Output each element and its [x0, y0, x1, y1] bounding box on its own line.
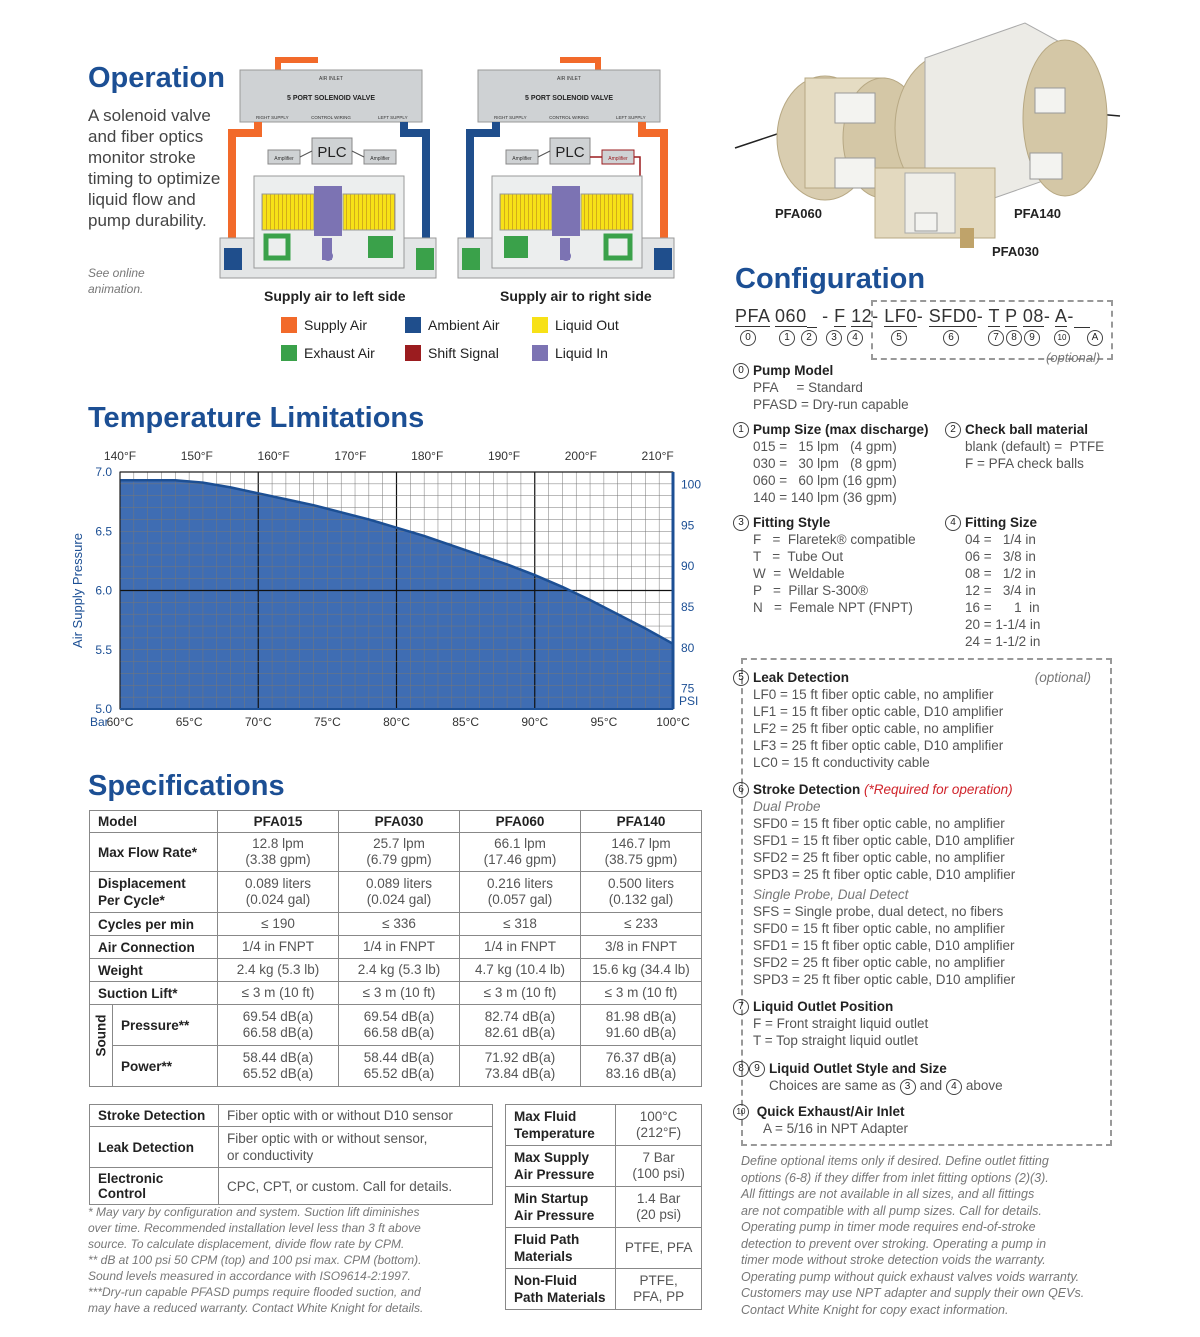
y-right-tick-label: 80 — [681, 640, 695, 655]
feature-table — [89, 1104, 493, 1205]
table-cell: 146.7 lpm (38.75 gpm) — [581, 833, 702, 872]
table-row — [90, 959, 702, 982]
x-tick-label: 85°C — [452, 715, 480, 729]
sound-label-cell — [90, 1005, 113, 1087]
table-cell: ≤ 190 — [218, 913, 339, 936]
valve-label: 5 PORT SOLENOID VALVE — [524, 95, 614, 102]
left-supply-label: LEFT SUPPLY — [378, 115, 408, 120]
y-tick-label: 6.0 — [95, 583, 112, 598]
table-row — [506, 1228, 702, 1269]
legend-swatch — [281, 317, 297, 333]
table-cell: 100°C (212°F) — [616, 1105, 702, 1146]
valve-label: 5 PORT SOLENOID VALVE — [286, 95, 376, 102]
table-cell: 82.74 dB(a) 82.61 dB(a) — [460, 1005, 581, 1046]
y-right-tick-label: 75 — [681, 681, 695, 696]
table-cell: ≤ 3 m (10 ft) — [581, 982, 702, 1005]
operation-title: Operation — [88, 62, 225, 94]
pump-label-pfa030: PFA030 — [992, 244, 1039, 259]
config-notes: Define optional items only if desired. Define outlet fitting options (6-8) if they differ from inlet fitting options (2)(3). All fittings are not available in all sizes, and all fittings are not compatible with all pump sizes. Call for details. Operating pump in timer mode requires end-of-stroke detection to prevent over stroking. Operating a pump in timer mode without stroke detection voids the warranty. Operating pump without quick exhaust valves voids warranty. Customers may use NPT adapter and supply their own QEVs. Contact White Knight for copy exact information. — [741, 1154, 1085, 1317]
x-tick-label: 80°C — [383, 715, 410, 729]
air-inlet-label: AIR INLET — [557, 76, 581, 82]
config-stroke-detection: 6 Stroke Detection (*Required for operation) Dual Probe SFD0 = 15 ft fiber optic cable, no amplifier SFD1 = 15 ft fiber optic cable, D10 amplifier SFD2 = 25 ft fiber optic cable, no amplifier SPD3 = 25 ft fiber optic cable, D10 amplifier Single Probe, Dual Detect SFS = Single probe, dual detect, no fibers SFD0 = 15 ft fiber optic cable, no amplifier SFD1 = 15 ft fiber optic cable, D10 amplifier SFD2 = 25 ft fiber optic cable, no amplifier SPD3 = 25 ft fiber optic cable, D10 amplifier — [733, 781, 1103, 988]
config-fitting-style: 3 Fitting Style F = Flaretek® compatible T = Tube Out W = Weldable P = Pillar S-300® N = Female NPT (FNPT) — [733, 514, 916, 616]
pump-label-pfa060: PFA060 — [775, 206, 822, 221]
diagram-left-caption: Supply air to left side — [264, 288, 406, 304]
air-inlet-label: AIR INLET — [319, 76, 343, 82]
table-cell: 1/4 in FNPT — [460, 936, 581, 959]
row-label: Power** — [113, 1046, 218, 1087]
config-leak-detection: 5 Leak Detection (optional) LF0 = 15 ft fiber optic cable, no amplifier LF1 = 15 ft fiber optic cable, D10 amplifier LF2 = 25 ft fiber optic cable, no amplifier LF3 = 25 ft fiber optic cable, D10 amplifier LC0 = 15 ft conductivity cable — [733, 669, 1103, 771]
y-right-tick-label: 90 — [681, 559, 695, 574]
legend-item: Supply Air — [281, 317, 367, 333]
table-cell: ≤ 3 m (10 ft) — [218, 982, 339, 1005]
x-tick-label: 70°C — [244, 715, 272, 729]
x-tick-label: 90°C — [521, 715, 549, 729]
legend-swatch — [281, 345, 297, 361]
temperature-chart — [68, 436, 702, 736]
table-row — [90, 1127, 493, 1168]
table-cell: ≤ 336 — [339, 913, 460, 936]
y-right-tick-label: 100 — [681, 477, 702, 492]
table-cell: 0.500 liters (0.132 gal) — [581, 872, 702, 913]
row-label: Air Connection — [90, 936, 218, 959]
table-cell: 2.4 kg (5.3 lb) — [339, 959, 460, 982]
x-tick-label: 60°C — [106, 715, 134, 729]
row-label: Fluid Path Materials — [506, 1228, 616, 1269]
table-row — [90, 1105, 493, 1127]
legend-item: Ambient Air — [405, 317, 500, 333]
config-code: PFA 060 - F 12- LF0- SFD0- T P 08- A- — [735, 306, 1090, 328]
table-cell: 12.8 lpm (3.38 gpm) — [218, 833, 339, 872]
row-label: Pressure** — [113, 1005, 218, 1046]
spec-header-row — [90, 811, 702, 833]
configuration-title: Configuration — [735, 263, 926, 295]
x-tick-label: 75°C — [313, 715, 341, 729]
x-top-tick-label: 160°F — [257, 449, 290, 463]
x-top-tick-label: 180°F — [411, 449, 444, 463]
header-cell: PFA030 — [339, 811, 460, 833]
table-row — [90, 1168, 493, 1205]
config-fitting-size: 4 Fitting Size 04 = 1/4 in 06 = 3/8 in 08 = 1/2 in 12 = 3/4 in 16 = 1 in 20 = 1-1/4 in 24 = 1-1/2 in — [945, 514, 1040, 650]
table-cell: 0.216 liters (0.057 gal) — [460, 872, 581, 913]
table-cell: 15.6 kg (34.4 lb) — [581, 959, 702, 982]
table-cell: PTFE, PFA — [616, 1228, 702, 1269]
right-supply-label: RIGHT SUPPLY — [494, 115, 527, 120]
row-label: Electronic Control — [90, 1168, 219, 1205]
y-tick-label: 5.5 — [95, 642, 112, 657]
diagram-right-caption: Supply air to right side — [500, 288, 652, 304]
online-animation-note: See online animation. — [88, 266, 145, 296]
plc-label: PLC — [317, 144, 347, 161]
config-pump-model: 0 Pump Model PFA = Standard PFASD = Dry-run capable — [733, 362, 909, 413]
row-label: Displacement Per Cycle* — [90, 872, 218, 913]
y-tick-label: 7.0 — [95, 465, 112, 479]
row-label: Max Supply Air Pressure — [506, 1146, 616, 1187]
table-cell: 0.089 liters (0.024 gal) — [218, 872, 339, 913]
table-cell: 7 Bar (100 psi) — [616, 1146, 702, 1187]
operation-description: A solenoid valve and fiber optics monitor stroke timing to optimize liquid flow and pump durability. — [88, 106, 221, 230]
table-row — [90, 982, 702, 1005]
specifications-title: Specifications — [88, 770, 285, 802]
left-supply-label: LEFT SUPPLY — [616, 115, 646, 120]
table-row — [90, 913, 702, 936]
spec-footnotes: * May vary by configuration and system. Suction lift diminishes over time. Recommended installation level less than 3 ft above source. To calculate displacement, divide flow rate by CPM. ** dB at 100 psi 50 CPM (top) and 100 psi max. CPM (bottom). Sound levels measured in accordance with ISO9614-2:1997. ***Dry-run capable PFASD pumps require flooded suction, and may have a reduced warranty. Contact White Knight for details. — [88, 1205, 424, 1315]
control-wiring-label: CONTROL WIRING — [311, 115, 351, 120]
row-label: Suction Lift* — [90, 982, 218, 1005]
right-supply-label: RIGHT SUPPLY — [256, 115, 289, 120]
table-row — [90, 833, 702, 872]
config-outlet-position: 7 Liquid Outlet Position F = Front straight liquid outlet T = Top straight liquid outlet — [733, 998, 928, 1049]
amplifier-label: Amplifier — [608, 156, 628, 162]
optional-label: (optional) — [1046, 350, 1101, 365]
table-cell: 81.98 dB(a) 91.60 dB(a) — [581, 1005, 702, 1046]
y-unit-label: Bar — [90, 715, 109, 729]
sound-label: Sound — [93, 1014, 109, 1057]
row-label: Cycles per min — [90, 913, 218, 936]
table-cell: 4.7 kg (10.4 lb) — [460, 959, 581, 982]
table-cell: ≤ 3 m (10 ft) — [460, 982, 581, 1005]
table-row — [506, 1269, 702, 1310]
x-top-tick-label: 210°F — [641, 449, 674, 463]
table-cell: 66.1 lpm (17.46 gpm) — [460, 833, 581, 872]
x-top-tick-label: 190°F — [487, 449, 521, 463]
header-cell: PFA060 — [460, 811, 581, 833]
row-label: Stroke Detection — [90, 1105, 219, 1127]
row-label: Max Fluid Temperature — [506, 1105, 616, 1146]
config-pump-size: 1 Pump Size (max discharge) 015 = 15 lpm (4 gpm) 030 = 30 lpm (8 gpm) 060 = 60 lpm (16 gpm) 140 = 140 lpm (36 gpm) — [733, 421, 929, 506]
row-label: Leak Detection — [90, 1127, 219, 1168]
amplifier-label: Amplifier — [370, 156, 390, 162]
temperature-title: Temperature Limitations — [88, 402, 425, 434]
table-cell: 1/4 in FNPT — [339, 936, 460, 959]
config-check-ball: 2 Check ball material blank (default) = PTFE F = PFA check balls — [945, 421, 1104, 472]
header-cell: PFA015 — [218, 811, 339, 833]
diagram-left — [220, 60, 436, 278]
legend-swatch — [532, 345, 548, 361]
table-cell: ≤ 233 — [581, 913, 702, 936]
table-cell: CPC, CPT, or custom. Call for details. — [219, 1168, 493, 1205]
x-top-tick-label: 150°F — [180, 449, 213, 463]
table-cell: ≤ 318 — [460, 913, 581, 936]
x-top-tick-label: 170°F — [334, 449, 367, 463]
table-cell: 1/4 in FNPT — [218, 936, 339, 959]
config-outlet-style: 8 9 Liquid Outlet Style and Size Choices are same as 3 and 4 above — [733, 1060, 1003, 1095]
legend-item: Liquid Out — [532, 317, 619, 333]
table-row — [506, 1146, 702, 1187]
amplifier-label: Amplifier — [274, 156, 294, 162]
operation-diagrams — [218, 58, 683, 290]
y-right-tick-label: 85 — [681, 600, 695, 615]
y-right-unit-label: PSI — [679, 694, 699, 708]
legend-item: Exhaust Air — [281, 345, 375, 361]
limits-table — [505, 1104, 702, 1310]
table-row — [506, 1187, 702, 1228]
config-exhaust: 10 Quick Exhaust/Air Inlet A = 5/16 in NPT Adapter — [733, 1103, 908, 1137]
header-cell: Model — [90, 811, 218, 833]
table-cell: 25.7 lpm (6.79 gpm) — [339, 833, 460, 872]
plc-label: PLC — [555, 144, 585, 161]
spec-table — [89, 810, 702, 1087]
x-tick-label: 100°C — [656, 715, 690, 729]
row-label: Weight — [90, 959, 218, 982]
y-axis-label: Air Supply Pressure — [70, 533, 85, 648]
table-row — [90, 1046, 702, 1087]
table-row — [90, 872, 702, 913]
table-cell: Fiber optic with or without sensor, or conductivity — [219, 1127, 493, 1168]
table-cell: 76.37 dB(a) 83.16 dB(a) — [581, 1046, 702, 1087]
legend-swatch — [532, 317, 548, 333]
table-row — [90, 936, 702, 959]
x-tick-label: 95°C — [590, 715, 618, 729]
table-cell: ≤ 3 m (10 ft) — [339, 982, 460, 1005]
x-tick-label: 65°C — [175, 715, 203, 729]
legend-item: Liquid In — [532, 345, 608, 361]
x-top-tick-label: 140°F — [103, 449, 137, 463]
table-cell: Fiber optic with or without D10 sensor — [219, 1105, 493, 1127]
table-row — [506, 1105, 702, 1146]
pump-label-pfa140: PFA140 — [1014, 206, 1061, 221]
legend-swatch — [405, 345, 421, 361]
amplifier-label: Amplifier — [512, 156, 532, 162]
legend-swatch — [405, 317, 421, 333]
table-cell: 58.44 dB(a) 65.52 dB(a) — [339, 1046, 460, 1087]
y-tick-label: 5.0 — [95, 702, 112, 716]
diagram-right — [458, 60, 674, 278]
y-right-tick-label: 95 — [681, 518, 695, 533]
y-tick-label: 6.5 — [95, 524, 112, 539]
table-cell: 58.44 dB(a) 65.52 dB(a) — [218, 1046, 339, 1087]
x-top-tick-label: 200°F — [564, 449, 597, 463]
row-label: Min Startup Air Pressure — [506, 1187, 616, 1228]
table-cell: 3/8 in FNPT — [581, 936, 702, 959]
table-cell: 69.54 dB(a) 66.58 dB(a) — [339, 1005, 460, 1046]
pump-product-image — [735, 18, 1125, 263]
table-cell: PTFE, PFA, PP — [616, 1269, 702, 1310]
legend-item: Shift Signal — [405, 345, 499, 361]
header-cell: PFA140 — [581, 811, 702, 833]
table-cell: 2.4 kg (5.3 lb) — [218, 959, 339, 982]
table-cell: 69.54 dB(a) 66.58 dB(a) — [218, 1005, 339, 1046]
control-wiring-label: CONTROL WIRING — [549, 115, 589, 120]
row-label: Non-Fluid Path Materials — [506, 1269, 616, 1310]
table-cell: 0.089 liters (0.024 gal) — [339, 872, 460, 913]
row-label: Max Flow Rate* — [90, 833, 218, 872]
table-cell: 1.4 Bar (20 psi) — [616, 1187, 702, 1228]
table-row — [90, 1005, 702, 1046]
table-cell: 71.92 dB(a) 73.84 dB(a) — [460, 1046, 581, 1087]
